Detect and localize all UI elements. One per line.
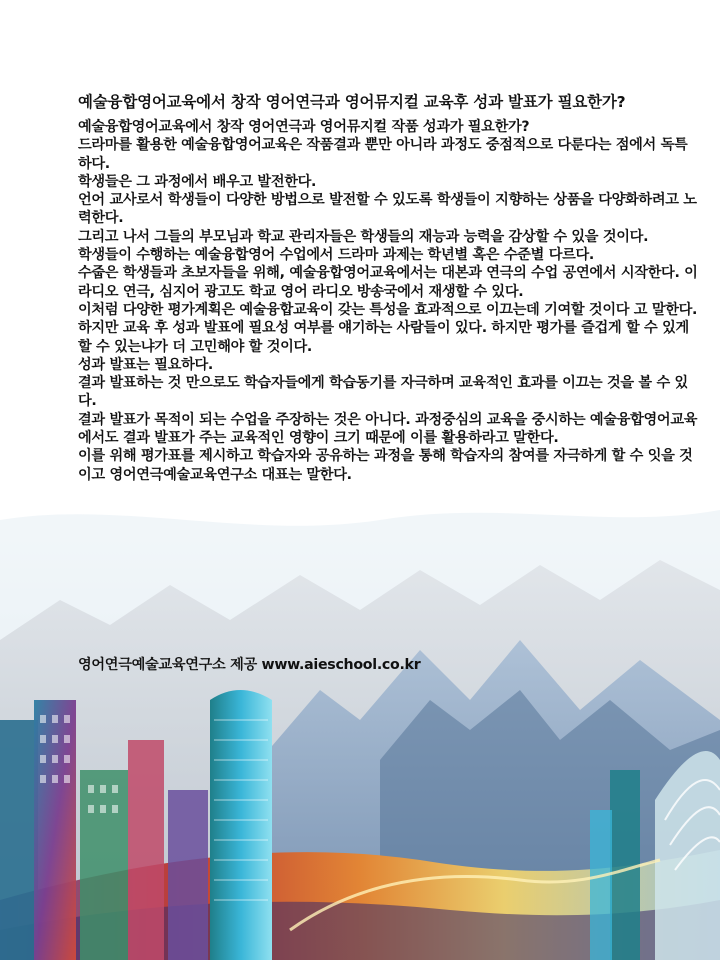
- paragraph: 하지만 교육 후 성과 발표에 필요성 여부를 얘기하는 사람들이 있다. 하지만 평가를 즐겁게 할 수 있게 할 수 있는냐가 더 고민해야 할 것이다.: [78, 320, 689, 355]
- paragraph: 학생들이 수행하는 예술융합영어 수업에서 드라마 과제는 학년별 혹은 수준별 다르다.: [78, 247, 595, 264]
- paragraph: 이를 위해 평가표를 제시하고 학습자와 공유하는 과정을 통해 학습자의 참여를 자극하게 할 수 잇을 것이고 영어연극예술교육연구소 대표는 말한다.: [78, 448, 693, 483]
- paragraph: 결과 발표가 목적이 되는 수업을 주장하는 것은 아니다. 과정중심의 교육을 중시하는 예술융합영어교육에서도 결과 발표가 주는 교육적인 영향이 크기 때문에 이를 활용하라고 말한다.: [78, 411, 698, 447]
- paragraph: 결과 발표하는 것 만으로도 학습자들에게 학습동기를 자극하며 교육적인 효과를 이끄는 것을 볼 수 있다.: [78, 375, 688, 410]
- paragraph: 이처럼 다양한 평가계획은 예술융합교육이 갖는 특성을 효과적으로 이끄는데 기여할 것이다 고 말한다.: [78, 301, 698, 318]
- paragraph: 학생들은 그 과정에서 배우고 발전한다.: [78, 173, 317, 190]
- article-title: 예술융합영어교육에서 창작 영어연극과 영어뮤지컬 교육후 성과 발표가 필요한가?: [78, 93, 626, 111]
- paragraph: 예술융합영어교육에서 창작 영어연극과 영어뮤지컬 작품 성과가 필요한가?: [78, 119, 530, 135]
- paragraph: 성과 발표는 필요하다.: [78, 356, 214, 373]
- paragraph: 수줍은 학생들과 초보자들을 위해, 예술융합영어교육에서는 대본과 연극의 수업 공연에서 시작한다. 이 라디오 연극, 심지어 광고도 학교 영어 라디오 방송국에서 재생할 수 있다.: [78, 265, 698, 300]
- source-credit: 영어연극예술교육연구소 제공 www.aieschool.co.kr: [78, 657, 421, 673]
- paragraph: 그리고 나서 그들의 부모님과 학교 관리자들은 학생들의 재능과 능력을 감상할 수 있을 것이다.: [78, 228, 649, 245]
- paragraph: 언어 교사로서 학생들이 다양한 방법으로 발전할 수 있도록 학생들이 지향하는 상품을 다양화하려고 노력한다.: [78, 192, 697, 227]
- article-body: [78, 92, 700, 484]
- paragraph: 드라마를 활용한 예술융합영어교육은 작품결과 뿐만 아니라 과정도 중점적으로 다룬다는 점에서 독특하다.: [78, 137, 688, 172]
